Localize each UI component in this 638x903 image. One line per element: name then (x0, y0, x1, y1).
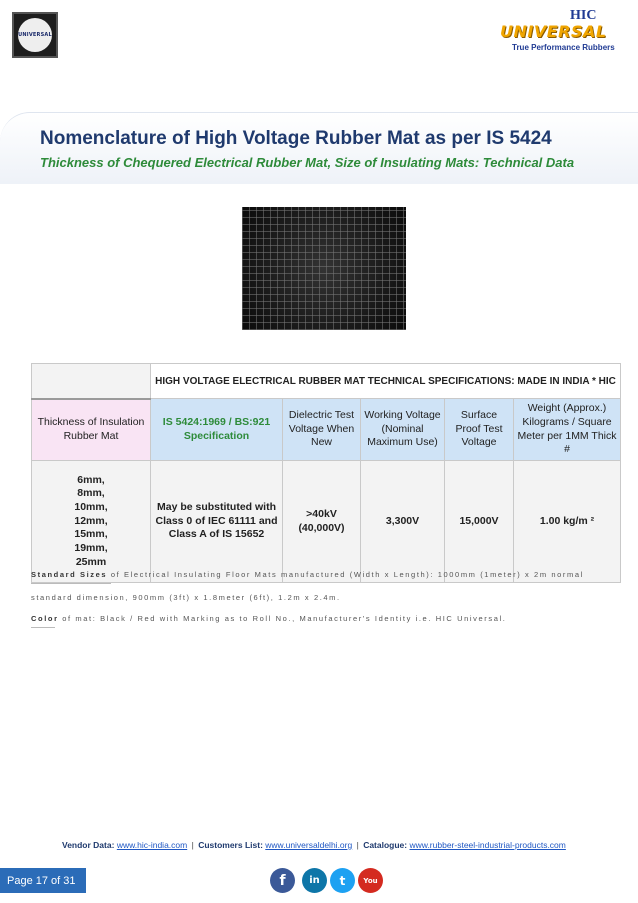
standard-sizes-note-2: standard dimension, 900mm (3ft) x 1.8meter (6ft), 1.2m x 2.4m. (31, 593, 341, 602)
page-title: Nomenclature of High Voltage Rubber Mat as per IS 5424 (40, 128, 552, 149)
vendor-link[interactable]: www.hic-india.com (116, 840, 188, 850)
table-row (32, 461, 621, 583)
col-thickness: Thickness of Insulation Rubber Mat (32, 399, 151, 461)
logo-tagline: True Performance Rubbers (512, 43, 615, 52)
col-working-voltage: Working Voltage (Nominal Maximum Use) (361, 399, 445, 461)
vendor-label: Vendor Data (62, 840, 112, 850)
page-number: Page 17 of 31 (0, 868, 86, 893)
color-text: of mat: Black / Red with Marking as to Roll No., Manufacturer's Identity i.e. HIC Universal. (58, 614, 507, 623)
customers-label: Customers List (198, 840, 261, 850)
twitter-icon[interactable]: t (330, 868, 355, 893)
page-subtitle: Thickness of Chequered Electrical Rubber Mat, Size of Insulating Mats: Technical Data (40, 155, 575, 170)
cell-spec: May be substituted with Class 0 of IEC 61111 and Class A of IS 15652 (151, 461, 283, 583)
color-label: Color (31, 614, 59, 623)
customers-link[interactable]: www.universaldelhi.org (265, 840, 353, 850)
note-rule (31, 583, 111, 584)
standard-sizes-text: of Electrical Insulating Floor Mats manufactured (Width x Length): 1000mm (1meter) x 2m normal (107, 570, 584, 579)
spec-table (31, 363, 621, 583)
logo-hic: HIC (570, 8, 597, 23)
header-blank-cell (32, 364, 151, 399)
color-note (31, 614, 506, 623)
table-header: HIGH VOLTAGE ELECTRICAL RUBBER MAT TECHNICAL SPECIFICATIONS: MADE IN INDIA * HIC (151, 364, 621, 399)
youtube-icon[interactable]: You (358, 868, 383, 893)
rubber-mat-photo (242, 207, 406, 330)
linkedin-icon[interactable]: in (302, 868, 327, 893)
cell-dielectric: >40kV (40,000V) (283, 461, 361, 583)
col-weight: Weight (Approx.) Kilograms / Square Meter per 1MM Thick # (514, 399, 621, 461)
catalogue-link[interactable]: www.rubber-steel-industrial-products.com (409, 840, 566, 850)
catalogue-label: Catalogue (363, 840, 405, 850)
cell-thickness: 6mm, 8mm, 10mm, 12mm, 15mm, 19mm, 25mm (32, 461, 151, 583)
standard-sizes-note (31, 570, 584, 579)
logo-brand: UNIVERSAL (500, 22, 607, 41)
col-specification: IS 5424:1969 / BS:921 Specification (151, 399, 283, 461)
cell-weight: 1.00 kg/m ² (514, 461, 621, 583)
column-header-row (32, 399, 621, 461)
note-rule (31, 627, 55, 628)
col-dielectric: Dielectric Test Voltage When New (283, 399, 361, 461)
col-surface-proof: Surface Proof Test Voltage (445, 399, 514, 461)
facebook-icon[interactable]: f (270, 868, 295, 893)
seal-text: UNIVERSAL (18, 18, 52, 52)
cell-working: 3,300V (361, 461, 445, 583)
table-header-row (32, 364, 621, 399)
hic-universal-logo (500, 8, 630, 56)
universal-seal-logo (12, 12, 58, 58)
footer-links: Vendor Data: www.hic-india.com | Customers List: www.universaldelhi.org | Catalogue: www.rubber-steel-industrial-products.com (62, 840, 566, 850)
cell-surface: 15,000V (445, 461, 514, 583)
standard-sizes-label: Standard Sizes (31, 570, 108, 579)
